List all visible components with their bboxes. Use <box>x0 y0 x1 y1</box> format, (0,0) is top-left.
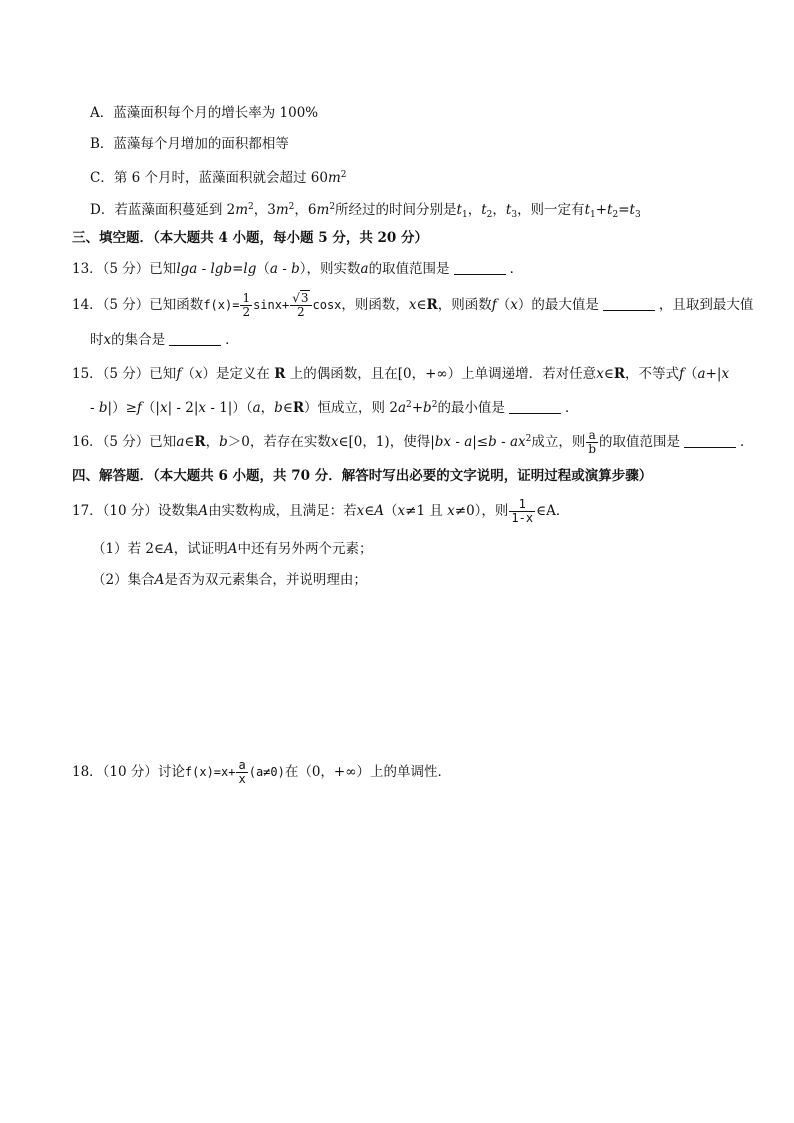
question-15: 15．（5 分）已知f（x）是定义在 R 上的偶函数，且在[0，+∞）上单调递增．若对任意x∈R，不等式f（a+|x <box>72 366 730 382</box>
section-3-title: 三、填空题．（本大题共 4 小题，每小题 5 分，共 20 分） <box>72 230 429 246</box>
answer-blank <box>169 333 221 346</box>
question-17: 17．（10 分）设数集A由实数构成，且满足：若x∈A（x≠1 且 x≠0），则 $\frac{1}{1-x}$ ∈A． <box>72 497 570 525</box>
question-13: 13．（5 分）已知lga - lgb=lg（a - b），则实数a的取值范围是 ． <box>72 261 524 277</box>
question-17-part-2: （2）集合A是否为双元素集合，并说明理由； <box>92 572 367 588</box>
question-14-line2: 时x的集合是 ． <box>90 332 239 348</box>
section-4-title: 四、解答题．（本大题共 6 小题，共 70 分．解答时写出必要的文字说明，证明过程或演算步骤） <box>72 468 653 484</box>
question-17-part-1: （1）若 2∈A，试证明A中还有另外两个元素； <box>92 541 373 557</box>
answer-blank <box>603 298 655 311</box>
question-16: 16．（5 分）已知a∈R，b＞0，若存在实数x∈[0，1)，使得$|bx - a|\le b - ax^2$成立，则 $\frac{a}{b}$ 的取值范围是 ． <box>72 428 754 456</box>
question-14: 14．（5 分）已知函数f(x)= $\frac{1}{2}$ sinx+ $\frac{√3}{2}$ cosx，则函数，x∈R，则函数f（x）的最大值是 ，且取到最大值 <box>72 291 754 319</box>
question-15-line2: - b|）≥f（|x| - 2|x - 1|）（a，b∈R）恒成立，则 $2a^2+b^2$的最小值是 ． <box>90 400 579 416</box>
answer-blank <box>684 435 736 448</box>
question-18: 18．（10 分）讨论f(x)=x+ $\frac{a}{x}$ (a≠0)在（0，+∞）上的单调性． <box>72 758 451 786</box>
option-d: D．若蓝藻面积蔓延到 $2m^2$，$3m^2$，$6m^2$所经过的时间分别是$t_1$，$t_2$，$t_3$，则一定有$t_1+t_2=t_3$ <box>90 202 641 220</box>
answer-blank <box>509 401 561 414</box>
option-a: A．蓝藻面积每个月的增长率为 100% <box>90 105 319 121</box>
answer-blank <box>454 262 506 275</box>
option-c: C．第 6 个月时，蓝藻面积就会超过 $60m^2$ <box>90 170 347 186</box>
option-b: B．蓝藻每个月增加的面积都相等 <box>90 136 289 152</box>
